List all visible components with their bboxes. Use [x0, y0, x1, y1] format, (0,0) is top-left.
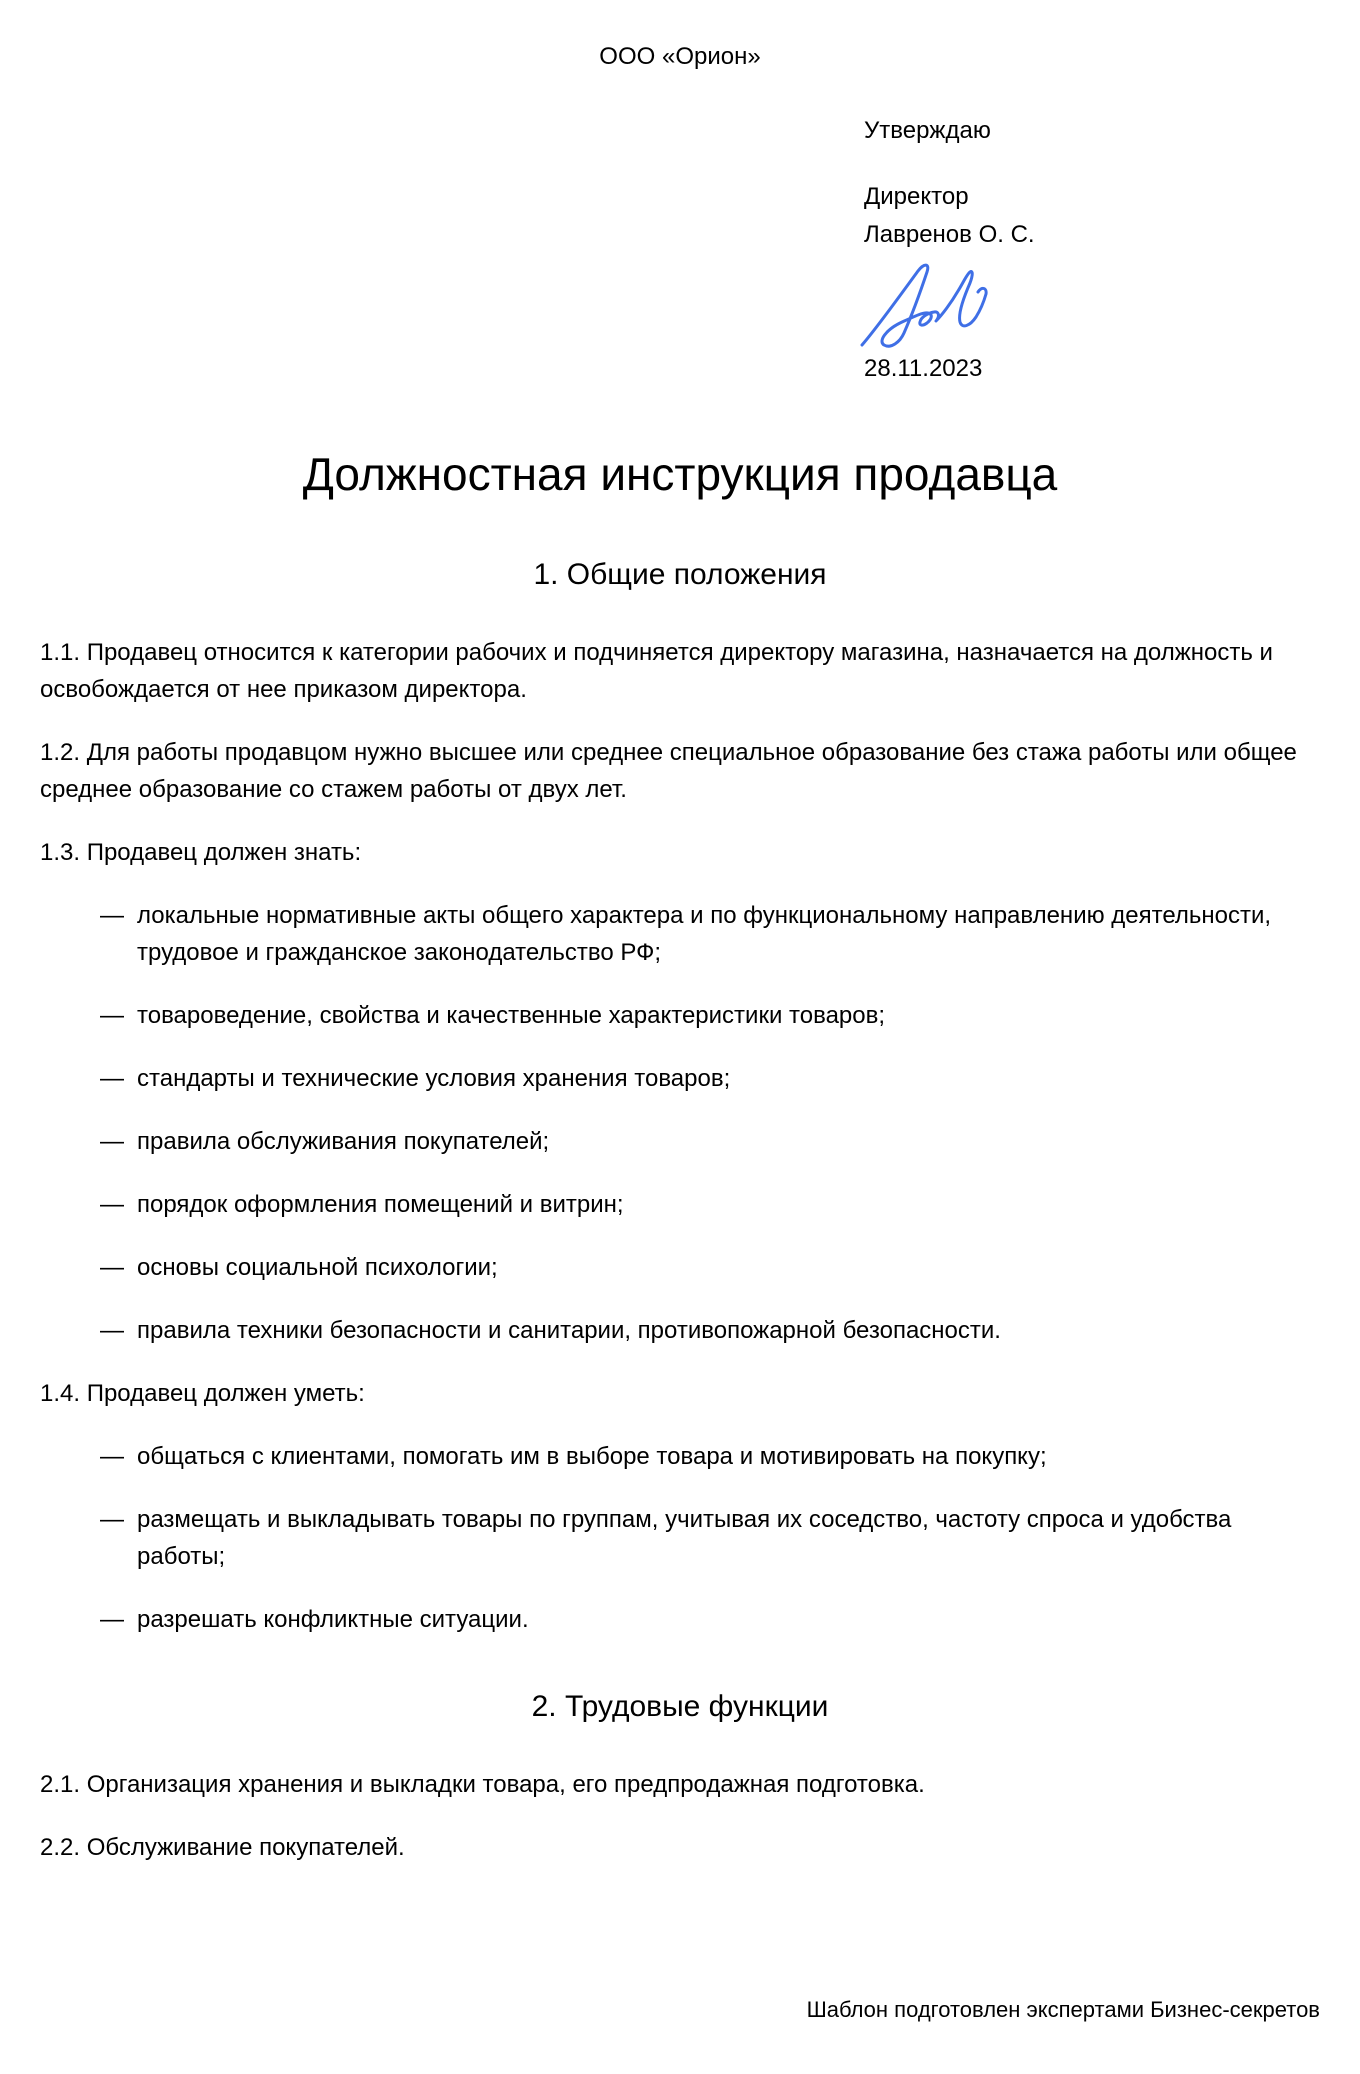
know-item-1: локальные нормативные акты общего характера и по функциональному направлению деятельности, трудовое и гражданское законодательство РФ; — [137, 902, 1272, 966]
approver-position: Директор — [864, 183, 969, 210]
section-2-heading: 2. Трудовые функции — [531, 1690, 829, 1723]
list-item — [40, 897, 1320, 971]
approver-name: Лавренов О. С. — [864, 221, 1035, 248]
dash-bullet: — — [100, 1191, 124, 1218]
able-item-2: размещать и выкладывать товары по группам, учитывая их соседство, частоту спроса и удобства работы; — [137, 1506, 1232, 1570]
approval-date: 28.11.2023 — [864, 355, 983, 382]
know-item-6: основы социальной психологии; — [137, 1254, 498, 1281]
clause-1-2: 1.2. Для работы продавцом нужно высшее или среднее специальное образование без стажа работы или общее среднее образование со стажем работы от двух лет. — [40, 739, 1297, 803]
approval-label: Утверждаю — [864, 117, 991, 144]
approval-block — [864, 116, 1284, 384]
signature-image — [856, 257, 991, 352]
dash-bullet: — — [100, 1065, 124, 1092]
dash-bullet: — — [100, 1317, 124, 1344]
know-item-5: порядок оформления помещений и витрин; — [137, 1191, 624, 1218]
clause-1-1: 1.1. Продавец относится к категории рабочих и подчиняется директору магазина, назначается на должность и освобождается от нее приказом директора. — [40, 639, 1273, 703]
clause-2-2: 2.2. Обслуживание покупателей. — [40, 1834, 405, 1861]
able-item-1: общаться с клиентами, помогать им в выборе товара и мотивировать на покупку; — [137, 1443, 1047, 1470]
dash-bullet: — — [100, 1002, 124, 1029]
list-item — [40, 1249, 1320, 1286]
know-item-4: правила обслуживания покупателей; — [137, 1128, 550, 1155]
list-item — [40, 1312, 1320, 1349]
dash-bullet: — — [100, 902, 124, 929]
dash-bullet: — — [100, 1254, 124, 1281]
dash-bullet: — — [100, 1606, 124, 1633]
list-item — [40, 1438, 1320, 1475]
know-item-3: стандарты и технические условия хранения товаров; — [137, 1065, 731, 1092]
list-item — [40, 1060, 1320, 1097]
signature-stroke — [862, 265, 986, 346]
list-item — [40, 1186, 1320, 1223]
dash-bullet: — — [100, 1443, 124, 1470]
list-item — [40, 997, 1320, 1034]
clause-2-1: 2.1. Организация хранения и выкладки товара, его предпродажная подготовка. — [40, 1771, 925, 1798]
clause-1-4: 1.4. Продавец должен уметь: — [40, 1380, 365, 1407]
able-item-3: разрешать конфликтные ситуации. — [137, 1606, 529, 1633]
dash-bullet: — — [100, 1128, 124, 1155]
section-1-heading: 1. Общие положения — [533, 558, 827, 591]
know-item-2: товароведение, свойства и качественные характеристики товаров; — [137, 1002, 886, 1029]
list-item — [40, 1123, 1320, 1160]
clause-1-3: 1.3. Продавец должен знать: — [40, 839, 362, 866]
list-item — [40, 1601, 1320, 1638]
document-title: Должностная инструкция продавца — [302, 448, 1058, 500]
dash-bullet: — — [100, 1506, 124, 1533]
footer-credit: Шаблон подготовлен экспертами Бизнес-секретов — [806, 1997, 1320, 2022]
list-item — [40, 1501, 1320, 1575]
company-name: ООО «Орион» — [599, 43, 761, 70]
know-item-7: правила техники безопасности и санитарии, противопожарной безопасности. — [137, 1317, 1001, 1344]
